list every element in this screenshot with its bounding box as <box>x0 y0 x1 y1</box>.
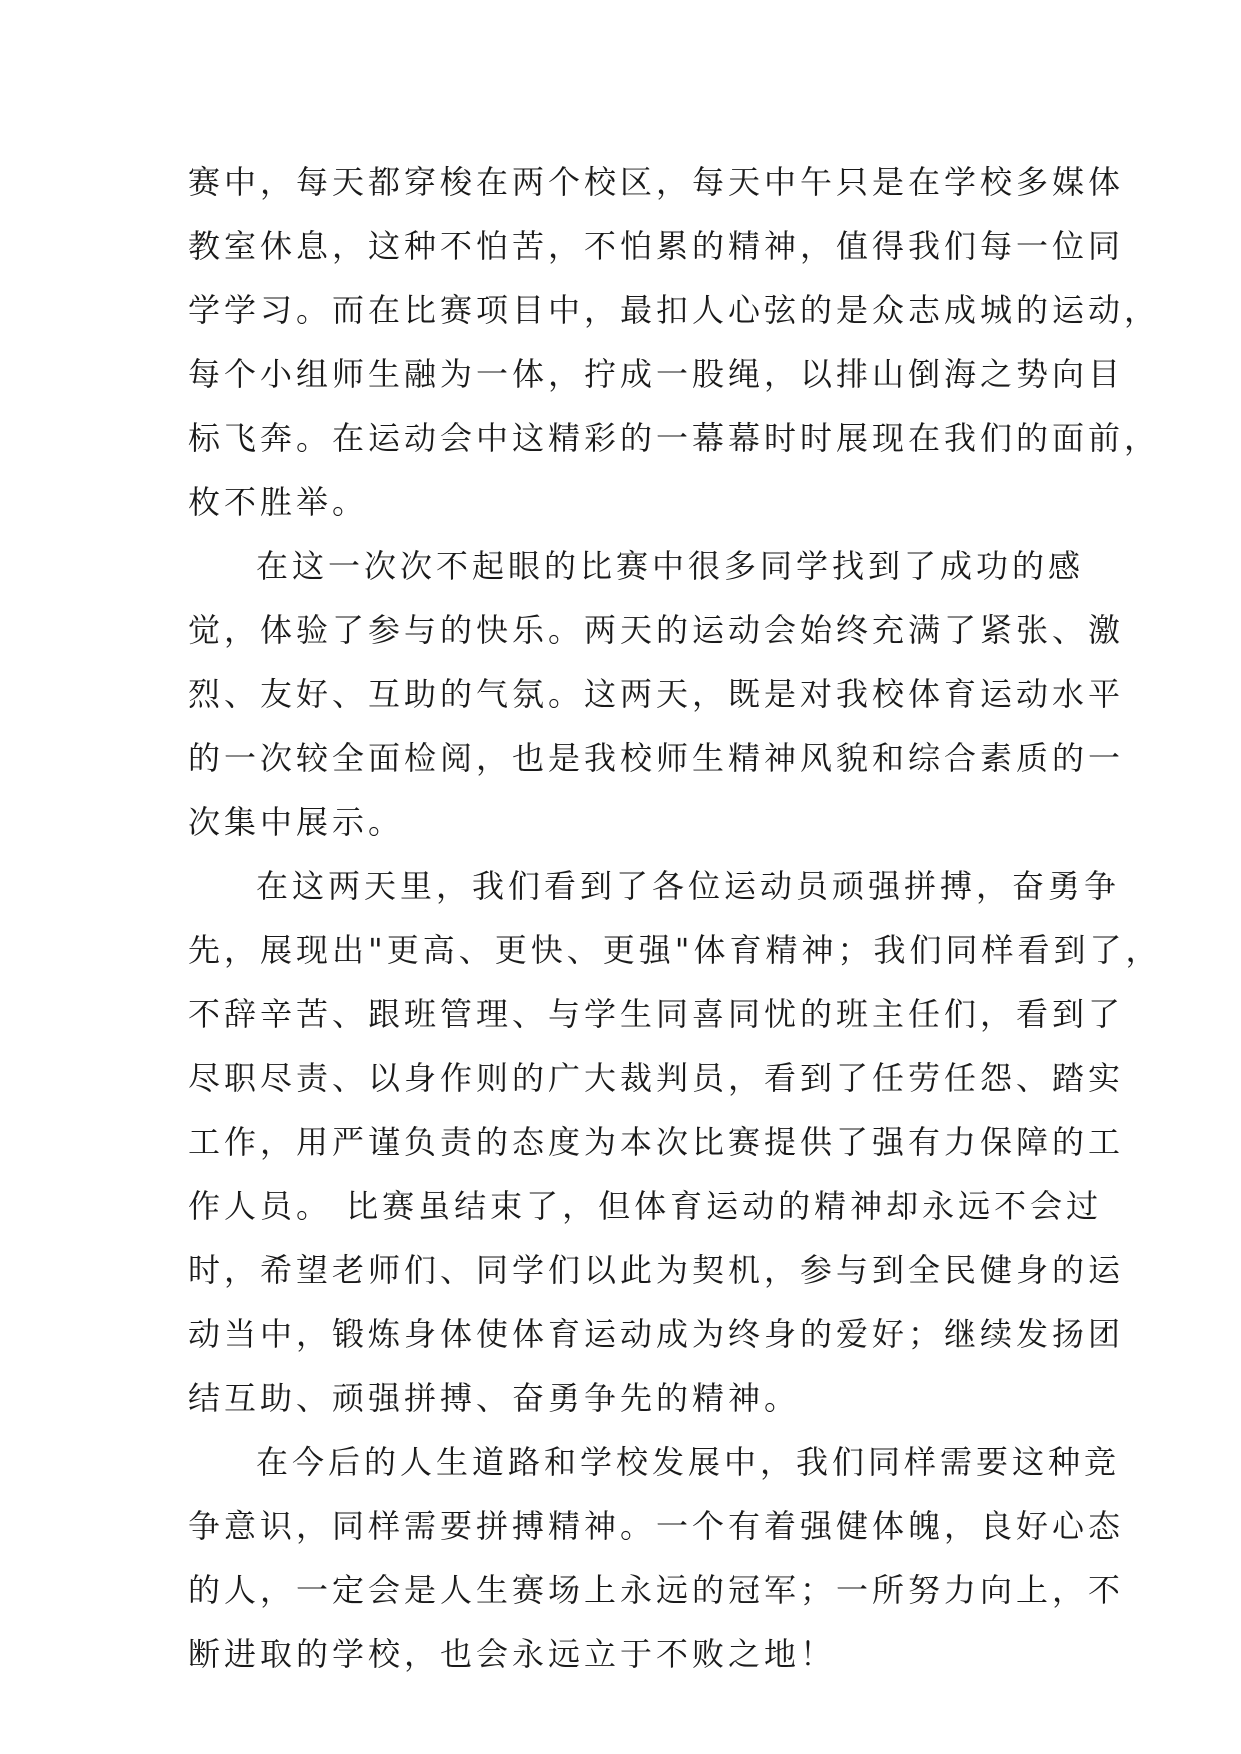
text-line: 作人员。 比赛虽结束了，但体育运动的精神却永远不会过 <box>188 1187 1103 1225</box>
paragraph <box>188 854 1162 1430</box>
text-line: 烈、友好、互助的气氛。这两天，既是对我校体育运动水平 <box>188 675 1125 713</box>
text-line: 时，希望老师们、同学们以此为契机，参与到全民健身的运 <box>188 1251 1125 1289</box>
text-line: 尽职尽责、以身作则的广大裁判员，看到了任劳任怨、踏实 <box>188 1059 1125 1097</box>
text-line: 次集中展示。 <box>188 803 405 841</box>
text-line: 在这两天里，我们看到了各位运动员顽强拼搏，奋勇争 <box>256 867 1121 905</box>
text-line: 动当中，锻炼身体使体育运动成为终身的爱好；继续发扬团 <box>188 1315 1125 1353</box>
text-line: 觉，体验了参与的快乐。两天的运动会始终充满了紧张、激 <box>188 611 1125 649</box>
text-line: 的一次较全面检阅，也是我校师生精神风貌和综合素质的一 <box>188 739 1125 777</box>
text-line: 标飞奔。在运动会中这精彩的一幕幕时时展现在我们的面前， <box>188 419 1161 457</box>
text-line: 每个小组师生融为一体，拧成一股绳，以排山倒海之势向目 <box>188 355 1125 393</box>
text-line: 的人，一定会是人生赛场上永远的冠军；一所努力向上，不 <box>188 1571 1125 1609</box>
text-line: 争意识，同样需要拼搏精神。一个有着强健体魄，良好心态 <box>188 1507 1125 1545</box>
text-line: 在这一次次不起眼的比赛中很多同学找到了成功的感 <box>256 547 1085 585</box>
text-line: 赛中，每天都穿梭在两个校区，每天中午只是在学校多媒体 <box>188 163 1125 201</box>
text-line: 结互助、顽强拼搏、奋勇争先的精神。 <box>188 1379 801 1417</box>
text-line: 先，展现出"更高、更快、更强"体育精神；我们同样看到了， <box>188 931 1162 969</box>
text-line: 断进取的学校，也会永远立于不败之地！ <box>188 1635 837 1673</box>
paragraph <box>188 534 1125 854</box>
text-line: 教室休息，这种不怕苦，不怕累的精神，值得我们每一位同 <box>188 227 1125 265</box>
text-line: 工作，用严谨负责的态度为本次比赛提供了强有力保障的工 <box>188 1123 1125 1161</box>
document-body <box>188 150 1162 1686</box>
paragraph <box>188 150 1161 534</box>
text-line: 在今后的人生道路和学校发展中，我们同样需要这种竞 <box>256 1443 1121 1481</box>
paragraph <box>188 1430 1125 1686</box>
text-line: 学学习。而在比赛项目中，最扣人心弦的是众志成城的运动， <box>188 291 1161 329</box>
text-line: 枚不胜举。 <box>188 483 369 521</box>
text-line: 不辞辛苦、跟班管理、与学生同喜同忧的班主任们，看到了 <box>188 995 1125 1033</box>
